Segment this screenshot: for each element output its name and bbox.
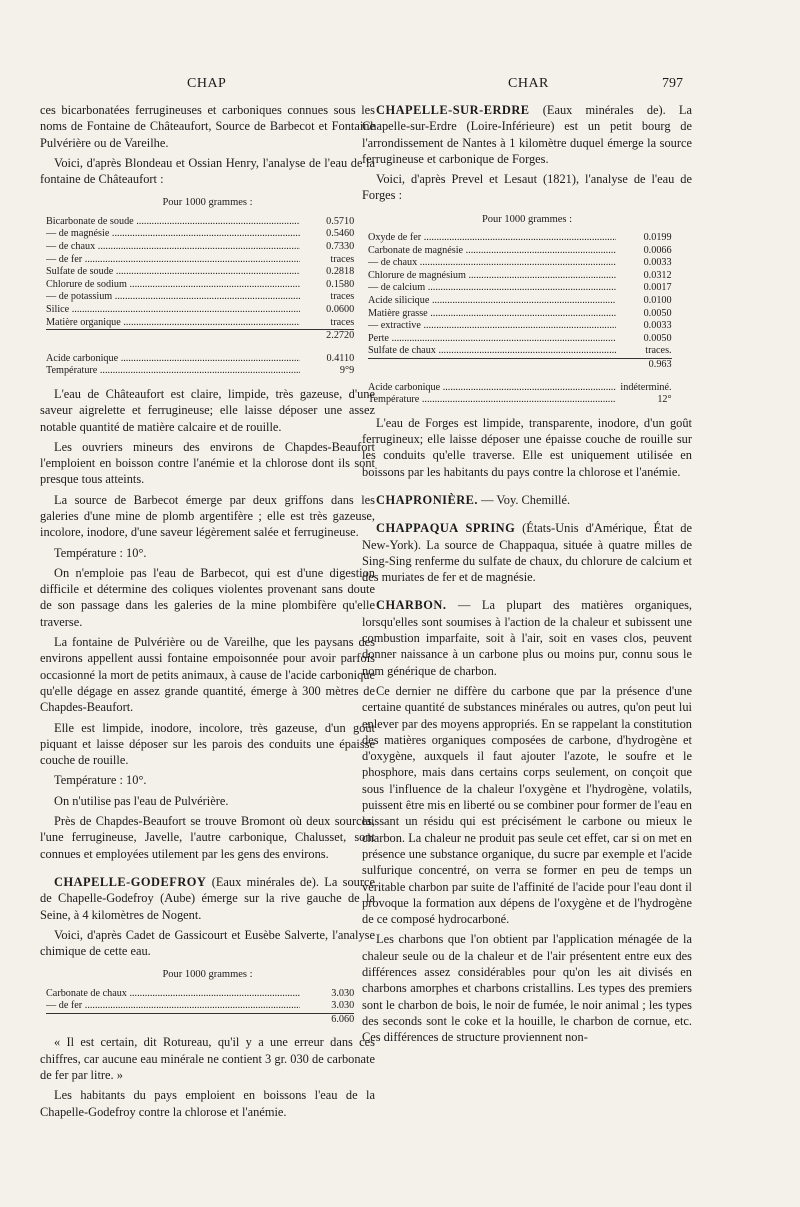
table-cell-name: Matière grasse .....	[368, 308, 616, 321]
table-cell-value: 0.7330	[326, 240, 355, 252]
table-cell-value: 0.0066	[643, 244, 672, 256]
table-row	[46, 304, 354, 317]
entry-headword: CHAPRONIÈRE.	[376, 492, 479, 507]
entry-headword: CHAPPAQUA SPRING	[376, 521, 516, 536]
running-head-right: CHAR	[508, 76, 549, 91]
table-cell-name: Acide carbonique .....	[46, 353, 300, 366]
table-cell-value: 9°9	[339, 365, 355, 377]
running-head-left: CHAP	[187, 76, 227, 91]
table-row	[368, 232, 672, 245]
table-row	[46, 228, 354, 241]
entry-text: (Eaux minérales de). La Chapelle-sur-Erdre (Loire-Inférieure) est un petit bourg de l'arrondissement de Nantes à 1 kilomètre duquel émerge la source ferrugineuse et carbonique de Forges.	[362, 103, 692, 166]
table-cell-value: 0.0100	[643, 295, 672, 307]
table-cell-name: Sulfate de chaux .....	[368, 345, 616, 358]
table-row	[368, 345, 672, 358]
paragraph: Voici, d'après Cadet de Gassicourt et Eusèbe Salverte, l'analyse chimique de cette eau.	[40, 927, 375, 959]
paragraph: L'eau de Châteaufort est claire, limpide, très gazeuse, d'une saveur aigrelette et ferrugineuse; elle laisse déposer une assez notable quantité de matière calcaire et de rouille.	[40, 386, 375, 434]
table-cell-value: 0.1580	[326, 278, 355, 290]
entry-charbon	[362, 597, 692, 678]
table-cell-name: Perte .....	[368, 333, 616, 346]
table-cell-name: Acide carbonique .....	[368, 382, 616, 395]
paragraph: L'eau de Forges est limpide, transparente, inodore, d'un goût ferrugineux; elle laisse déposer une épaisse couche de rouille sur les conduits qu'elle traverse. Elle est uniquement utilisée en boissons par les habitants du pays contre la chlorose et l'anémie.	[362, 415, 692, 479]
paragraph: ces bicarbonatées ferrugineuses et carboniques connues sous les noms de Fontaine de Châteaufort, Source de Barbecot et Fontaine Pulvérière ou de Vareilhe.	[40, 103, 375, 150]
entry-text: — Voy. Chemillé.	[478, 492, 571, 507]
table-row	[368, 320, 672, 333]
table-row	[46, 353, 354, 366]
table-cell-value: 0.0199	[643, 232, 672, 244]
paragraph: Voici, d'après Prevel et Lesaut (1821), l'analyse de l'eau de Forges :	[362, 172, 692, 203]
page-number: 797	[662, 76, 683, 91]
entry-chapelle-godefroy	[40, 874, 375, 923]
table-row	[368, 394, 672, 407]
table-row	[368, 382, 672, 395]
table-row	[46, 279, 354, 292]
table-cell-name: Oxyde de fer .....	[368, 232, 616, 245]
table-cell-name: Silice .....	[46, 304, 300, 317]
table-cell-name: Température .....	[368, 394, 616, 407]
paragraph: Température : 10°.	[54, 773, 147, 788]
table-row	[368, 295, 672, 308]
table-row	[46, 1000, 354, 1013]
table-cell-value: 0.0600	[326, 303, 355, 315]
table-row	[368, 257, 672, 270]
table-cell-value: 0.0033	[643, 257, 672, 269]
table-row	[46, 317, 354, 330]
table-row	[368, 359, 672, 372]
table-cell-name: Bicarbonate de soude .....	[46, 216, 300, 229]
table-title: Pour 1000 grammes :	[481, 213, 573, 225]
table-row	[46, 254, 354, 267]
table-cell-name: — extractive .....	[368, 320, 616, 333]
table-row	[368, 245, 672, 258]
table-row	[368, 282, 672, 295]
entry-headword: CHAPELLE-GODEFROY	[54, 874, 207, 889]
paragraph: Ce dernier ne diffère du carbone que par la présence d'une certaine quantité de substances minérales ou autres, qu'on peut lui enlever par des moyens appropriés. En se rappelant la constitution des matières organiques composées de carbone, d'hydrogène et d'oxygène, auxquels il faut ajouter l'azote, le soufre et le phosphore, mais dans certains corps seulement, on conçoit que sous l'influence de la chaleur l'oxygène et l'hydrogène, volatils, puissent être mis en liberté ou se combiner pour former de l'eau en laissant un résidu qui est précisément le carbone ou mieux le charbon. La chaleur ne produit pas seule cet effet, car si on met en présence une substance organique, du sucre par exemple et l'acide sulfurique concentré, on verra se former en peu de temps un véritable charbon par suite de l'affinité de l'acide pour l'eau dont il provoque la formation aux dépens de l'oxygène et de l'hydrogène de ce composé hydrocarboné.	[362, 683, 692, 927]
entry-text: (Eaux minérales de). La source de Chapelle-Godefroy (Aube) émerge sur la rive gauche de la Seine, à 4 kilomètres de Nogent.	[40, 874, 375, 922]
table-cell-name: Carbonate de magnésie .....	[368, 245, 616, 258]
table-row	[46, 266, 354, 279]
table-row	[46, 216, 354, 229]
table-cell-value: 0.0017	[643, 282, 672, 294]
table-cell-value: indéterminé.	[620, 381, 672, 393]
paragraph: Les habitants du pays emploient en boissons l'eau de la Chapelle-Godefroy contre la chlorose et l'anémie.	[40, 1088, 375, 1119]
table-cell-value: 2.2720	[300, 330, 354, 343]
table-cell-name: — de calcium .....	[368, 282, 616, 295]
table-cell-name: Chlorure de magnésium .....	[368, 270, 616, 283]
table-cell-name	[368, 359, 616, 372]
table-cell-name	[46, 330, 300, 343]
paragraph: Près de Chapdes-Beaufort se trouve Bromont où deux sources, l'une ferrugineuse, Javelle, l'autre carbonique, Chalusset, sont connues et employées utilement par les gens des environs.	[40, 814, 375, 861]
table-title: Pour 1000 grammes :	[162, 969, 253, 981]
entry-headword: CHAPELLE-SUR-ERDRE	[376, 103, 530, 117]
paragraph: Elle est limpide, inodore, incolore, très gazeuse, d'un goût piquant et laisse déposer sur les parois des conduits une épaisse couche de rouille.	[40, 720, 375, 768]
paragraph: On n'utilise pas l'eau de Pulvérière.	[54, 793, 229, 808]
table-row	[46, 330, 354, 343]
table-cell-value: 0.0033	[643, 320, 672, 332]
paragraph: Voici, d'après Blondeau et Ossian Henry, l'analyse de l'eau de la fontaine de Châteaufort :	[40, 155, 375, 187]
table-cell-value: 0.5710	[326, 215, 355, 227]
paragraph: Les ouvriers mineurs des environs de Chapdes-Beaufort l'emploient en boisson contre l'anémie et la chlorose dont ils sont presque tous atteints.	[40, 439, 375, 487]
table-cell-name: Carbonate de chaux .....	[46, 988, 300, 1001]
entry-headword: CHARBON.	[376, 598, 447, 613]
analysis-table-forges	[368, 232, 672, 407]
table-cell-value: 0.2818	[326, 266, 355, 278]
paragraph: La fontaine de Pulvérière ou de Vareilhe, que les paysans des environs appellent aussi fontaine empoisonnée pour avoir parfois occasionné la mort de petits animaux, à cause de l'acide carbonique qu'elle dégage en assez grande quantité, émerge à 300 mètres de Chapdes-Beaufort.	[40, 635, 375, 715]
table-cell-value: traces	[330, 316, 355, 328]
table-cell-value: 3.030	[331, 987, 355, 999]
table-cell-name: — de chaux .....	[46, 241, 300, 254]
table-cell-value: 3.030	[331, 1000, 355, 1012]
analysis-table-chateaufort	[46, 216, 354, 378]
table-cell-name: Matière organique .....	[46, 317, 300, 330]
paragraph: Les charbons que l'on obtient par l'application ménagée de la chaleur seule ou de la chaleur et de l'air présentent entre eux des différences assez considérables pour qu'on les ait divisés en charbons amorphes et charbons cristallins. Les types des premiers sont le charbon de bois, le noir de fumée, le noir animal ; les types des seconds sont le coke et la houille, le charbon de cornue, etc. Ces différences de structure proviennent non-	[362, 932, 692, 1045]
table-cell-name: — de fer .....	[46, 254, 300, 267]
right-column	[362, 102, 692, 1049]
table-cell-value: 0.0050	[643, 307, 672, 319]
table-row	[368, 308, 672, 321]
table-cell-name: — de potassium .....	[46, 291, 300, 304]
entry-text: (États-Unis d'Amérique, État de New-York). La source de Chappaqua, située à quatre milles de Sing-Sing renferme du sulfate de chaux, du chlorure de calcium et des muriates de fer et de magnésie.	[362, 521, 692, 585]
entry-chapelle-sur-erdre	[362, 102, 692, 167]
table-cell-value: traces	[330, 291, 355, 303]
table-cell-value: 12°	[657, 394, 672, 406]
paragraph: Température : 10°.	[54, 545, 147, 560]
table-cell-value: 0.0050	[643, 332, 672, 344]
table-row	[46, 291, 354, 304]
table-cell-name: Sulfate de soude .....	[46, 266, 300, 279]
entry-chaproniere	[362, 492, 692, 508]
table-cell-value: traces.	[645, 345, 672, 357]
paragraph: La source de Barbecot émerge par deux griffons dans les galeries d'une mine de plomb argentifère ; elle est très gazeuse, incolore, inodore, d'une saveur légèrement salée et ferrugineuse.	[40, 492, 375, 540]
table-cell-value: 0.0312	[643, 269, 672, 281]
entry-text: — La plupart des matières organiques, lorsqu'elles sont soumises à l'action de la chaleur et subissent une combustion imparfaite, soit à l'air, soit en vases clos, peuvent donner naissance à un carbone plus ou moins pur, connu sous le nom générique de charbon.	[362, 598, 692, 678]
table-row	[46, 241, 354, 254]
table-row	[368, 333, 672, 346]
analysis-table-godefroy	[46, 988, 354, 1027]
table-row	[368, 270, 672, 283]
table-title: Pour 1000 grammes :	[162, 197, 253, 209]
table-cell-name: Acide silicique .....	[368, 295, 616, 308]
table-row	[46, 365, 354, 378]
entry-chappaqua-spring	[362, 520, 692, 585]
table-cell-value: 6.060	[300, 1013, 354, 1026]
table-cell-value: traces	[330, 253, 355, 265]
table-row	[46, 1013, 354, 1026]
table-cell-name: Chlorure de sodium .....	[46, 279, 300, 292]
table-cell-value: 0.963	[616, 359, 671, 372]
table-cell-value: 0.4110	[326, 352, 355, 364]
table-row	[46, 988, 354, 1001]
table-cell-value: 0.5460	[326, 228, 355, 240]
paragraph: On n'emploie pas l'eau de Barbecot, qui est d'une digestion difficile et détermine des coliques violentes provenant sans doute de son passage dans les galeries de la mine plombifère qu'elle traverse.	[40, 565, 375, 629]
left-column	[40, 102, 375, 1124]
table-cell-name: — de chaux .....	[368, 257, 616, 270]
paragraph: « Il est certain, dit Rotureau, qu'il y a une erreur dans ces chiffres, car aucune eau minérale ne contient 3 gr. 030 de carbonate de fer par litre. »	[40, 1035, 375, 1083]
table-cell-name: Température .....	[46, 365, 300, 378]
table-cell-name: — de fer .....	[46, 1000, 300, 1013]
table-cell-name: — de magnésie .....	[46, 228, 300, 241]
table-cell-name	[46, 1013, 300, 1026]
